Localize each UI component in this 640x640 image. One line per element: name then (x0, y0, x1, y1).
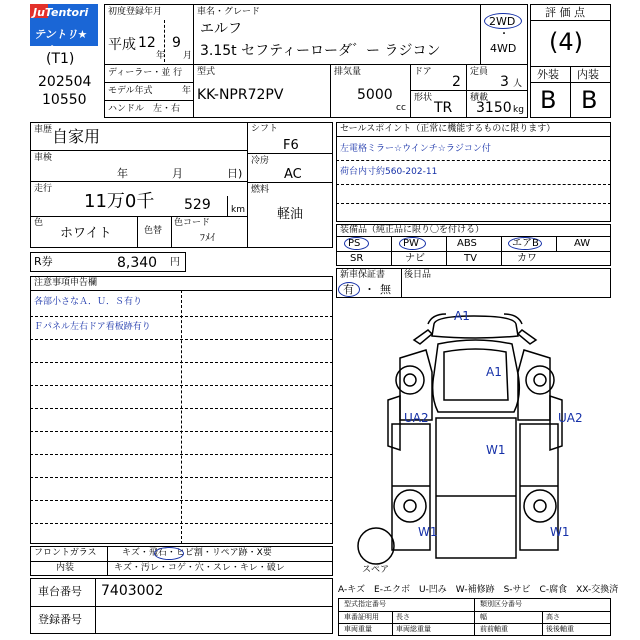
shape-value: TR (434, 100, 453, 116)
inspection-label: 車検 (34, 153, 53, 163)
interior-grade: B (581, 86, 598, 114)
use-value: 自家用 (52, 127, 101, 146)
model-year-unit: 年 (182, 86, 192, 96)
exterior-label: 外装 (537, 68, 559, 81)
registration-month-unit: 月 (183, 51, 193, 61)
notes-rule (30, 362, 333, 363)
notes-rule (30, 500, 333, 501)
car-grade: 3.15t セフティーローダ゛ー ラジコン (200, 43, 441, 59)
front-glass-label: フロントガラス (34, 548, 97, 558)
footer-front-axle: 前前軸重 (480, 625, 508, 633)
note-line-2: Ｆパネル左右ドア看板跡有り (34, 322, 151, 332)
car-name-label: 車名・グレード (197, 7, 261, 17)
footer-rear-axle: 後後軸重 (546, 625, 574, 633)
lot-number: 10550 (42, 92, 87, 108)
cooler-label: 冷房 (251, 156, 270, 166)
mark-ua2-left: UA2 (404, 411, 429, 425)
lot-code: (T1) (46, 51, 75, 67)
registration-year-unit: 年 (156, 51, 166, 61)
drive-4wd: 4WD (490, 42, 517, 55)
mark-w1-bed: W1 (486, 443, 506, 457)
engine-value: 5000 (357, 87, 393, 103)
footer-class: 類別区分番号 (480, 600, 522, 608)
warranty-no: 無 (380, 283, 391, 296)
warranty-sep: ・ (364, 283, 375, 296)
footer-height: 高さ (546, 613, 560, 621)
handle-label: ハンドル 左・右 (108, 104, 181, 114)
notes-rule (30, 523, 333, 524)
fuel-value: 軽油 (277, 207, 304, 222)
mark-a1-top: A1 (454, 309, 470, 323)
spare-label: スペア (362, 565, 390, 575)
mileage-sub: 529 (184, 197, 211, 213)
engine-label: 排気量 (334, 67, 362, 77)
front-glass-text: キズ・飛石・ヒビ割・リペア跡・X要 (122, 548, 272, 558)
use-label: 車歴 (34, 125, 53, 135)
recycle-value: 8,340 (117, 255, 158, 271)
fuel-label: 燃料 (251, 185, 270, 195)
mileage-value: 11万0千 (84, 191, 155, 212)
color-value: ホワイト (60, 226, 112, 241)
notes-rule (30, 339, 333, 340)
equip-abs: ABS (457, 238, 477, 249)
registration-month: 9 (172, 35, 181, 51)
registration-label: 初度登録年月 (108, 7, 163, 17)
mileage-unit: km (231, 205, 245, 215)
notes-rule (30, 431, 333, 432)
sales-points-label: セールスポイント（正常に機能するものに限ります） (340, 124, 556, 134)
equip-navi: ナビ (405, 253, 425, 264)
shift-label: シフト (251, 124, 279, 134)
equip-pw: PW (403, 238, 419, 249)
logo-line2: テントリ★スター (34, 28, 88, 57)
logo-line1: JuTentori (33, 6, 89, 19)
car-name: エルフ (200, 21, 242, 37)
inspection-month-unit: 月 (172, 167, 183, 180)
load-unit: kg (513, 105, 524, 115)
auction-date: 202504 (38, 74, 92, 90)
capacity-unit: 人 (513, 79, 523, 89)
sales-point-line-1: 左電格ミラー☆ウインチ☆ラジコン付 (340, 144, 491, 154)
cooler-value: AC (284, 167, 302, 182)
mark-ua2-right: UA2 (558, 411, 583, 425)
capacity-value: 3 (500, 74, 509, 90)
import-label: 後日品 (404, 270, 432, 280)
recycle-label: R券 (34, 255, 53, 268)
drive-2wd: 2WD (489, 15, 516, 28)
registration-era: 平成 (108, 37, 136, 53)
load-value: 3150 (476, 100, 512, 116)
shape-label: 形状 (414, 93, 433, 103)
registration-no-label: 登録番号 (38, 613, 82, 626)
sales-point-line-2: 荷台内寸約560-202-11 (340, 167, 438, 177)
inspection-day-unit: 日) (227, 167, 243, 180)
note-line-1: 各部小さなＡ．Ｕ．Ｓ有り (34, 297, 143, 307)
equip-tv: TV (464, 253, 477, 264)
dealer-label: ディーラー・並 行 (108, 68, 183, 78)
color-label: 色 (34, 218, 44, 228)
notes-rule (30, 385, 333, 386)
exterior-grade: B (540, 86, 557, 114)
footer-width: 幅 (480, 613, 487, 621)
equip-airbag: エアB (512, 238, 539, 249)
interior-label: 内装 (577, 68, 599, 81)
footer-gross: 車両総重量 (396, 625, 431, 633)
footer-weight: 車両重量 (344, 625, 372, 633)
recycle-unit: 円 (170, 257, 180, 268)
doors-label: ドア (414, 67, 432, 77)
mark-w1-right: W1 (550, 525, 570, 539)
chassis-label: 車台番号 (38, 585, 82, 598)
score-label: 評 価 点 (545, 6, 585, 19)
warranty-label: 新車保証書 (340, 270, 386, 280)
mileage-label: 走行 (34, 184, 53, 194)
equip-sr: SR (350, 253, 364, 264)
equip-ps: PS (348, 238, 361, 249)
model-label: 型式 (197, 67, 216, 77)
recycle-box (30, 252, 186, 272)
footer-type-cert: 型式指定番号 (344, 600, 386, 608)
engine-unit: cc (396, 103, 406, 113)
capacity-label: 定員 (470, 67, 489, 77)
auction-logo (30, 4, 98, 57)
interior-text: キズ・汚レ・コゲ・穴・スレ・キレ・破レ (114, 563, 285, 573)
color-code-label: 色コード (174, 218, 211, 228)
load-label: 積載 (470, 93, 489, 103)
damage-legend: A-キズ E-エクボ U-凹み W-補修跡 S-サビ C-腐食 XX-交換済 (338, 585, 619, 595)
drive-dot: ・ (499, 29, 509, 40)
notes-rule (30, 454, 333, 455)
score-value: (4) (549, 28, 583, 56)
notes-rule (30, 316, 333, 317)
equip-leather: カワ (517, 253, 537, 264)
doors-value: 2 (452, 74, 461, 90)
warranty-yes: 有 (343, 283, 354, 296)
shift-value: F6 (283, 138, 299, 153)
model-code: KK-NPR72PV (197, 87, 284, 103)
notes-label: 注意事項申告欄 (34, 278, 98, 288)
color-code-value: ﾌﾒｲ (200, 233, 215, 244)
equip-aw: AW (574, 238, 591, 249)
footer-length: 長さ (396, 613, 410, 621)
notes-rule (30, 477, 333, 478)
registration-year: 12 (138, 35, 156, 51)
notes-rule (30, 408, 333, 409)
equipment-label: 装備品（純正品に限り〇を付ける） (340, 225, 485, 235)
model-year-label: モデル年式 (108, 86, 153, 96)
mark-a1-cab: A1 (486, 365, 502, 379)
damage-diagram (336, 300, 611, 582)
mark-w1-left: W1 (418, 525, 438, 539)
interior-label: 内装 (56, 563, 75, 573)
chassis-value: 7403002 (101, 583, 164, 599)
inspection-year-unit: 年 (117, 167, 128, 180)
repaint-label: 色替 (144, 226, 163, 236)
footer-proof: 車番証明用 (344, 613, 379, 621)
